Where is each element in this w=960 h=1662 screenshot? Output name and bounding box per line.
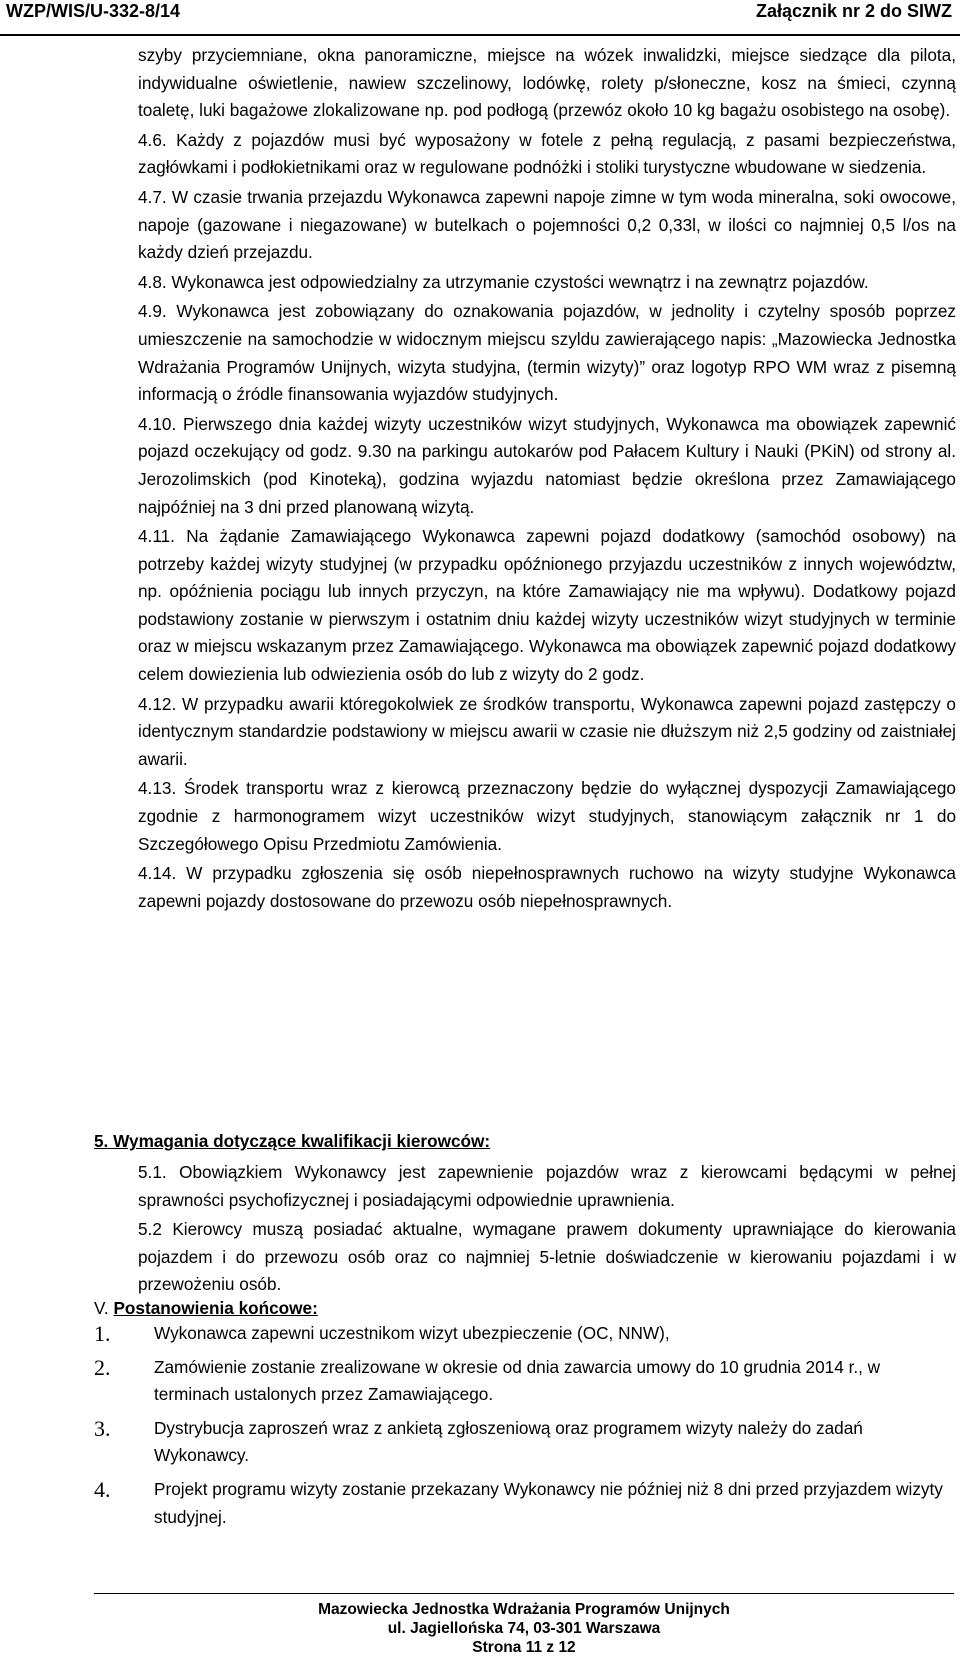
attachment-label: Załącznik nr 2 do SIWZ [755,1,952,21]
list-item [94,1476,954,1531]
page-footer [94,1593,954,1657]
final-provisions-list [94,1320,954,1537]
list-number: 3. [94,1415,111,1441]
section-v-heading [94,1298,318,1319]
list-item-text: Dystrybucja zaproszeń wraz z ankietą zgłoszeniową oraz programem wizyty należy do zadań Wykonawcy. [154,1417,863,1466]
document-number: WZP/WIS/U-332-8/14 [6,1,181,21]
paragraph-4-12: 4.12. W przypadku awarii któregokolwiek ze środków transportu, Wykonawca zapewni pojazd zastępczy o identycznym standardzie podstawiony w miejscu awarii w czasie nie dłuższym niż 2,5 godziny od zaistniałej awarii. [138,693,956,769]
list-number: 4. [94,1476,111,1502]
paragraph-4-10: 4.10. Pierwszego dnia każdej wizyty uczestników wizyt studyjnych, Wykonawca ma obowiązek zapewnić pojazd oczekujący od godz. 9.30 na parkingu autokarów pod Pałacem Kultury i Nauki (PKiN) od strony al. Jerozolimskich (pod Kinoteką), godzina wyjazdu natomiast będzie określona przez Zamawiającego najpóźniej na 3 dni przed planowaną wizytą. [138,413,956,517]
paragraph-4-11: 4.11. Na żądanie Zamawiającego Wykonawca zapewni pojazd dodatkowy (samochód osobowy) na potrzeby każdej wizyty studyjnej (w przypadku opóźnionego przyjazdu uczestników z innych województw, np. opóźnienia pociągu lub innych przyczyn, na które Zamawiający nie ma wpływu). Dodatkowy pojazd podstawiony zostanie w pierwszym i ostatnim dniu każdej wizyty uczestników wizyt studyjnych w terminie oraz w miejscu wskazanym przez Zamawiającego. Wykonawca ma obowiązek zapewnić pojazd dodatkowy celem dowiezienia lub odwiezienia osób do lub z wizyty do 2 godz. [138,526,956,685]
section-v-prefix: V. [94,1298,109,1318]
paragraph-4-6: 4.6. Każdy z pojazdów musi być wyposażony w fotele z pełną regulacją, z pasami bezpieczeństwa, zagłówkami i podłokietnikami oraz w regulowane podnóżki i stoliki turystyczne wbudowane w siedzenia. [138,129,956,178]
paragraph-5-1: 5.1. Obowiązkiem Wykonawcy jest zapewnienie pojazdów wraz z kierowcami będącymi w pełnej sprawności psychofizycznej i posiadającymi odpowiednie uprawnienia. [138,1162,956,1210]
paragraph: szyby przyciemniane, okna panoramiczne, miejsce na wózek inwalidzki, miejsce siedzące dla pilota, indywidualne oświetlenie, nawiew szczelinowy, lodówkę, rolety p/słoneczne, kosz na śmieci, czynną toaletę, luki bagażowe zlokalizowane np. pod podłogą (przewóz około 10 kg bagażu osobistego na osobę). [138,45,956,121]
paragraph-4-8: 4.8. Wykonawca jest odpowiedzialny za utrzymanie czystości wewnątrz i na zewnątrz pojazdów. [138,271,869,292]
section-5-heading: 5. Wymagania dotyczące kwalifikacji kierowców: [94,1131,491,1151]
section-4-body [138,42,956,917]
list-item-text: Projekt programu wizyty zostanie przekazany Wykonawcy nie później niż 8 dni przed przyjazdem wizyty studyjnej. [154,1478,943,1527]
footer-address: ul. Jagiellońska 74, 03-301 Warszawa [387,1620,661,1637]
paragraph-4-13: 4.13. Środek transportu wraz z kierowcą przeznaczony będzie do wyłącznej dyspozycji Zamawiającego zgodnie z harmonogramem wizyt uczestników wizyt studyjnych, stanowiącym załącznik nr 1 do Szczegółowego Opisu Przedmiotu Zamówienia. [138,778,956,854]
paragraph-5-2: 5.2 Kierowcy muszą posiadać aktualne, wymagane prawem dokumenty uprawniające do kierowania pojazdem i do przewozu osób oraz co najmniej 5-letnie doświadczenie w kierowaniu pojazdami i w przewożeniu osób. [138,1219,956,1295]
list-item [94,1415,954,1470]
page-header [0,0,960,36]
page-number: Strona 11 z 12 [472,1639,576,1656]
list-number: 2. [94,1354,111,1380]
paragraph-4-7: 4.7. W czasie trwania przejazdu Wykonawca zapewni napoje zimne w tym woda mineralna, soki owocowe, napoje (gazowane i niegazowane) w butelkach o pojemności 0,2 0,33l, w ilości co najmniej 0,5 l/os na każdy dzień przejazdu. [138,186,956,263]
footer-organization: Mazowiecka Jednostka Wdrażania Programów Unijnych [318,1601,730,1618]
section-5-body [138,1159,956,1301]
list-item [94,1354,954,1409]
list-item-text: Wykonawca zapewni uczestnikom wizyt ubezpieczenie (OC, NNW), [154,1323,670,1343]
section-v-title: Postanowienia końcowe: [113,1298,318,1318]
list-number: 1. [94,1321,111,1346]
list-item-text: Zamówienie zostanie zrealizowane w okresie od dnia zawarcia umowy do 10 grudnia 2014 r., w terminach ustalonych przez Zamawiającego. [154,1356,881,1405]
paragraph-4-9: 4.9. Wykonawca jest zobowiązany do oznakowania pojazdów, w jednolity i czytelny sposób poprzez umieszczenie na samochodzie w widocznym miejscu szyldu zawierającego napis: „Mazowiecka Jednostka Wdrażania Programów Unijnych, wizyta studyjna, (termin wizyty)” oraz logotyp RPO WM wraz z pisemną informacją o źródle finansowania wyjazdów studyjnych. [138,301,956,405]
paragraph-4-14: 4.14. W przypadku zgłoszenia się osób niepełnosprawnych ruchowo na wizyty studyjne Wykonawca zapewni pojazdy dostosowane do przewozu osób niepełnosprawnych. [138,863,956,911]
list-item [94,1320,954,1348]
